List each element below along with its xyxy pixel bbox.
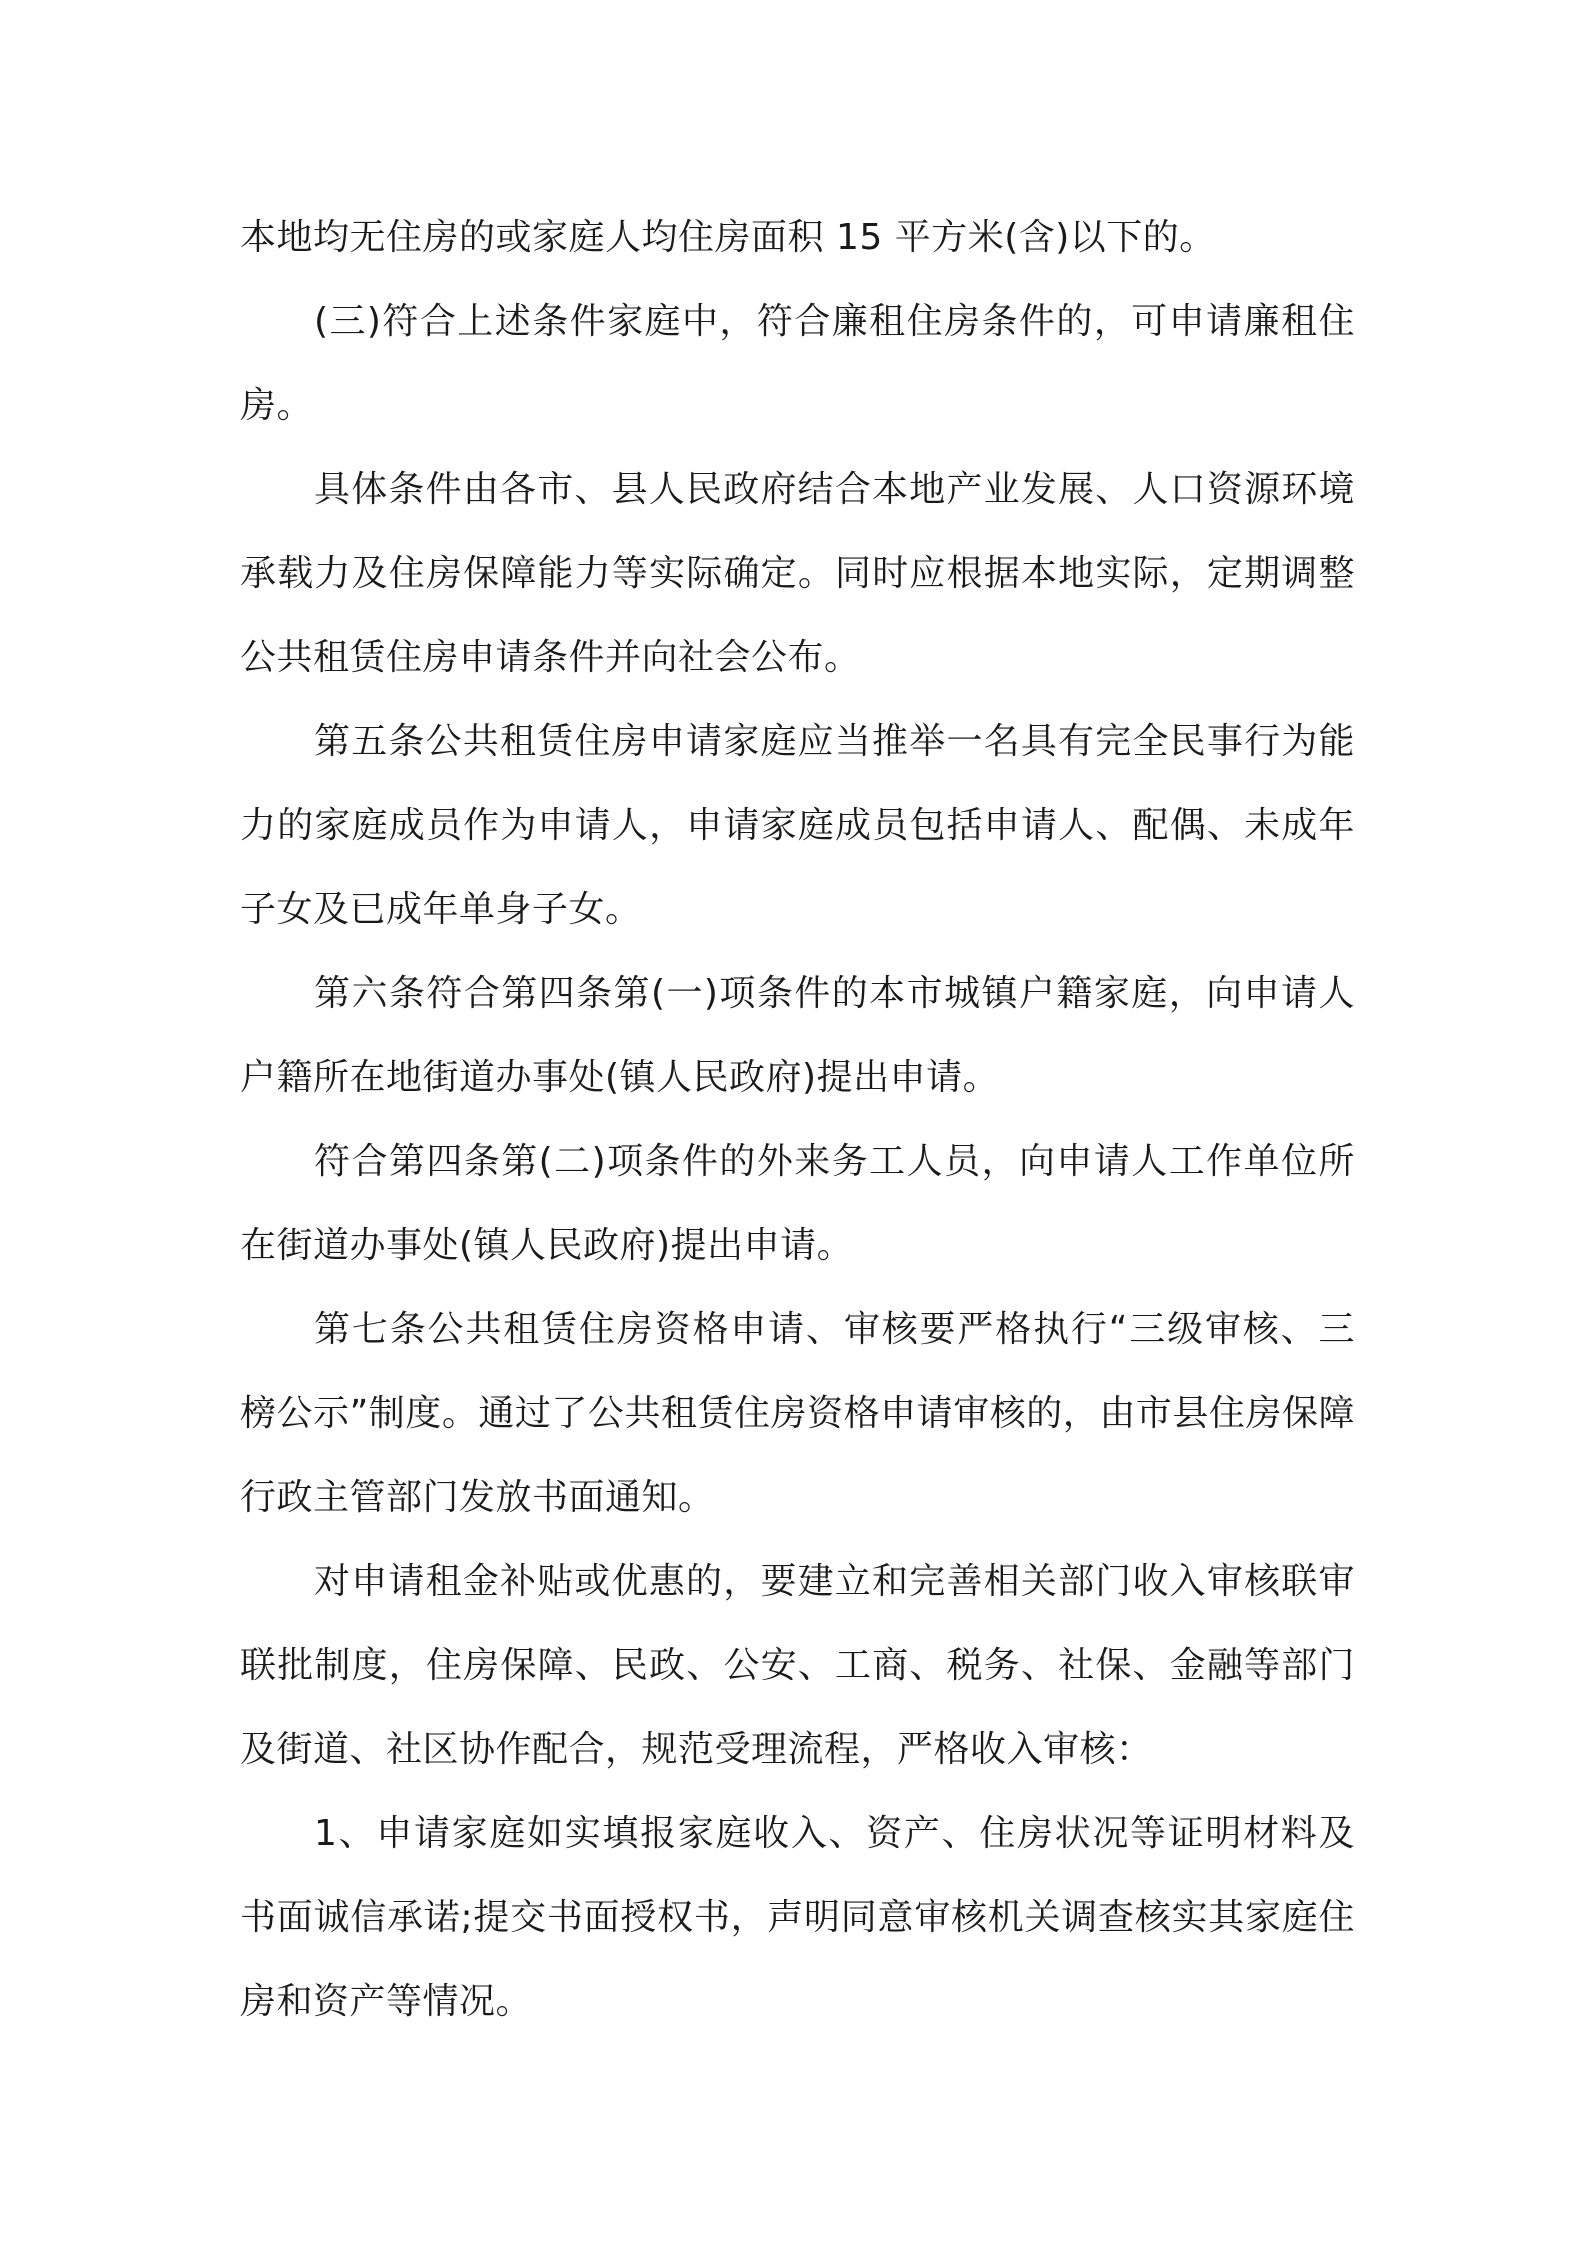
document-body [240, 196, 1355, 2044]
paragraph-article-7: 第七条公共租赁住房资格申请、审核要严格执行“三级审核、三榜公示”制度。通过了公共租赁住房资格申请审核的，由市县住房保障行政主管部门发放书面通知。 [240, 1309, 1355, 1518]
paragraph-rent-subsidy: 对申请租金补贴或优惠的，要建立和完善相关部门收入审核联审联批制度，住房保障、民政、公安、工商、税务、社保、金融等部门及街道、社区协作配合，规范受理流程，严格收入审核： [240, 1561, 1355, 1770]
paragraph-continuation: 本地均无住房的或家庭人均住房面积 15 平方米(含)以下的。 [240, 217, 1216, 258]
paragraph-article-6: 第六条符合第四条第(一)项条件的本市城镇户籍家庭，向申请人户籍所在地街道办事处(镇人民政府)提出申请。 [240, 973, 1355, 1098]
paragraph-clause-3: (三)符合上述条件家庭中，符合廉租住房条件的，可申请廉租住房。 [240, 301, 1355, 426]
paragraph-migrant-workers: 符合第四条第(二)项条件的外来务工人员，向申请人工作单位所在街道办事处(镇人民政府)提出申请。 [240, 1141, 1355, 1266]
paragraph-specific-conditions: 具体条件由各市、县人民政府结合本地产业发展、人口资源环境承载力及住房保障能力等实际确定。同时应根据本地实际，定期调整公共租赁住房申请条件并向社会公布。 [240, 469, 1355, 678]
paragraph-item-1: 1、申请家庭如实填报家庭收入、资产、住房状况等证明材料及书面诚信承诺;提交书面授权书，声明同意审核机关调查核实其家庭住房和资产等情况。 [240, 1813, 1355, 2022]
paragraph-article-5: 第五条公共租赁住房申请家庭应当推举一名具有完全民事行为能力的家庭成员作为申请人，申请家庭成员包括申请人、配偶、未成年子女及已成年单身子女。 [240, 721, 1355, 930]
